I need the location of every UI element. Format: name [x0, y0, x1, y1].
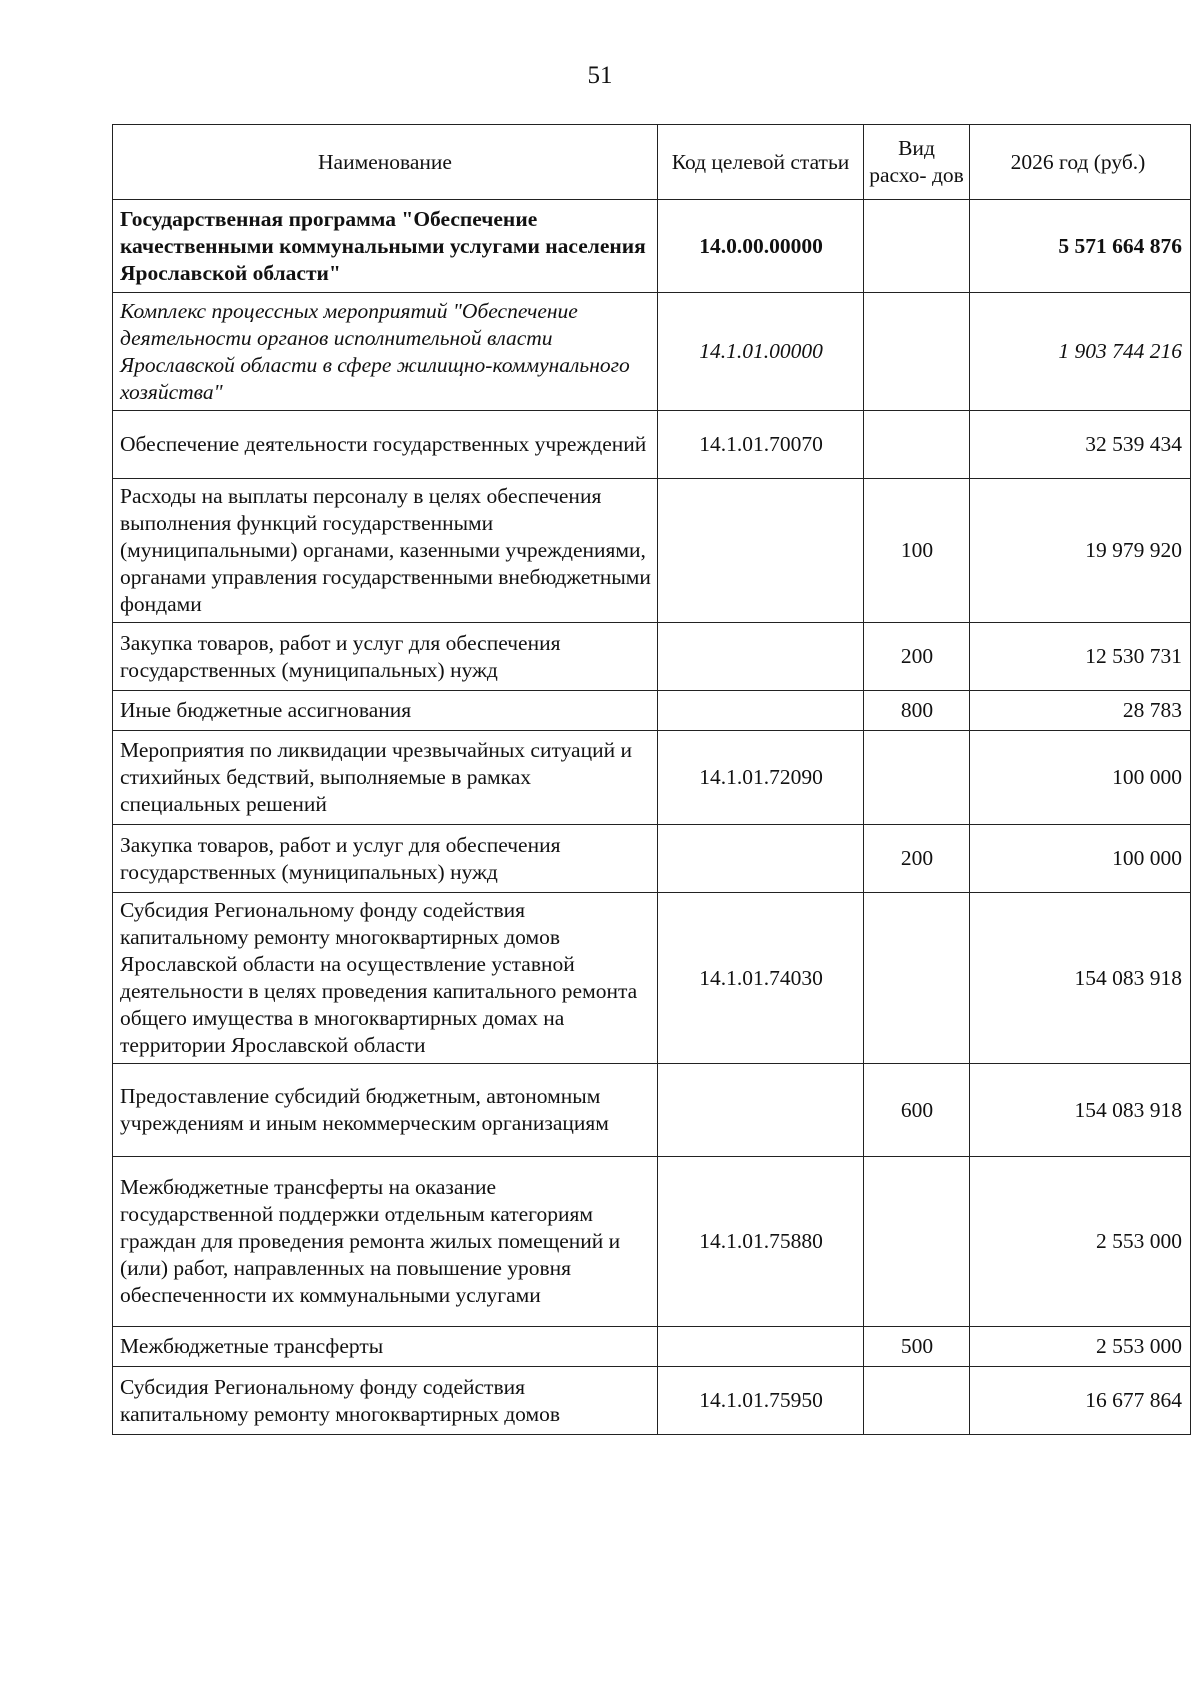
row-name-cell: Иные бюджетные ассигнования — [113, 691, 658, 731]
row-code-cell — [658, 1327, 864, 1367]
row-amount-cell: 2 553 000 — [970, 1157, 1191, 1327]
row-kind-cell: 200 — [864, 623, 970, 691]
row-code-cell — [658, 825, 864, 893]
table-row — [113, 200, 1191, 293]
row-kind-cell — [864, 1367, 970, 1435]
row-kind-cell: 500 — [864, 1327, 970, 1367]
table-row — [113, 825, 1191, 893]
row-kind-cell: 200 — [864, 825, 970, 893]
row-code-cell: 14.1.01.70070 — [658, 411, 864, 479]
row-kind-cell: 800 — [864, 691, 970, 731]
row-amount-cell: 2 553 000 — [970, 1327, 1191, 1367]
row-amount-cell: 28 783 — [970, 691, 1191, 731]
row-code-cell: 14.1.01.72090 — [658, 731, 864, 825]
row-kind-cell — [864, 1157, 970, 1327]
row-amount-cell: 100 000 — [970, 731, 1191, 825]
row-kind-cell — [864, 411, 970, 479]
row-name-cell: Межбюджетные трансферты на оказание государственной поддержки отдельным категориям граждан для проведения ремонта жилых помещений и (или) работ, направленных на повышение уровня обеспеченности их коммунальными услугами — [113, 1157, 658, 1327]
row-amount-cell: 5 571 664 876 — [970, 200, 1191, 293]
row-code-cell — [658, 691, 864, 731]
row-amount-cell: 1 903 744 216 — [970, 293, 1191, 411]
row-name-cell: Закупка товаров, работ и услуг для обеспечения государственных (муниципальных) нужд — [113, 623, 658, 691]
header-kind: Вид расхо- дов — [864, 125, 970, 200]
table-header-row — [113, 125, 1191, 200]
row-amount-cell: 154 083 918 — [970, 1064, 1191, 1157]
row-code-cell — [658, 479, 864, 623]
row-kind-cell: 100 — [864, 479, 970, 623]
row-name-cell: Обеспечение деятельности государственных учреждений — [113, 411, 658, 479]
header-name: Наименование — [113, 125, 658, 200]
table-row — [113, 623, 1191, 691]
row-code-cell: 14.1.01.75950 — [658, 1367, 864, 1435]
header-code: Код целевой статьи — [658, 125, 864, 200]
row-name-cell: Расходы на выплаты персоналу в целях обеспечения выполнения функций государственными (муниципальными) органами, казенными учреждениями, органами управления государственными внебюджетными фондами — [113, 479, 658, 623]
row-name-cell: Межбюджетные трансферты — [113, 1327, 658, 1367]
table-row — [113, 1157, 1191, 1327]
table-row — [113, 731, 1191, 825]
row-name-cell: Субсидия Региональному фонду содействия капитальному ремонту многоквартирных домов — [113, 1367, 658, 1435]
row-name-cell: Субсидия Региональному фонду содействия капитальному ремонту многоквартирных домов Ярославской области на осуществление уставной деятельности в целях проведения капитального ремонта общего имущества в многоквартирных домах на территории Ярославской области — [113, 893, 658, 1064]
row-amount-cell: 19 979 920 — [970, 479, 1191, 623]
row-amount-cell: 12 530 731 — [970, 623, 1191, 691]
table-row — [113, 691, 1191, 731]
row-kind-cell: 600 — [864, 1064, 970, 1157]
table-row — [113, 1367, 1191, 1435]
page-number: 51 — [587, 62, 613, 89]
row-name-cell: Предоставление субсидий бюджетным, автономным учреждениям и иным некоммерческим организациям — [113, 1064, 658, 1157]
row-amount-cell: 100 000 — [970, 825, 1191, 893]
row-code-cell: 14.0.00.00000 — [658, 200, 864, 293]
table-row — [113, 411, 1191, 479]
row-code-cell — [658, 623, 864, 691]
row-code-cell: 14.1.01.74030 — [658, 893, 864, 1064]
row-code-cell — [658, 1064, 864, 1157]
row-code-cell: 14.1.01.75880 — [658, 1157, 864, 1327]
table-body — [113, 200, 1191, 1435]
row-name-cell: Закупка товаров, работ и услуг для обеспечения государственных (муниципальных) нужд — [113, 825, 658, 893]
row-name-cell: Государственная программа "Обеспечение качественными коммунальными услугами населения Ярославской области" — [113, 200, 658, 293]
row-kind-cell — [864, 731, 970, 825]
row-code-cell: 14.1.01.00000 — [658, 293, 864, 411]
table-row — [113, 479, 1191, 623]
table-row — [113, 893, 1191, 1064]
row-amount-cell: 32 539 434 — [970, 411, 1191, 479]
table-row — [113, 1327, 1191, 1367]
table-row — [113, 293, 1191, 411]
row-name-cell: Мероприятия по ликвидации чрезвычайных ситуаций и стихийных бедствий, выполняемые в рамках специальных решений — [113, 731, 658, 825]
table-row — [113, 1064, 1191, 1157]
row-kind-cell — [864, 293, 970, 411]
row-amount-cell: 16 677 864 — [970, 1367, 1191, 1435]
header-amount: 2026 год (руб.) — [970, 125, 1191, 200]
row-kind-cell — [864, 200, 970, 293]
row-name-cell: Комплекс процессных мероприятий "Обеспечение деятельности органов исполнительной власти Ярославской области в сфере жилищно-коммунального хозяйства" — [113, 293, 658, 411]
budget-table — [112, 124, 1191, 1435]
row-kind-cell — [864, 893, 970, 1064]
row-amount-cell: 154 083 918 — [970, 893, 1191, 1064]
